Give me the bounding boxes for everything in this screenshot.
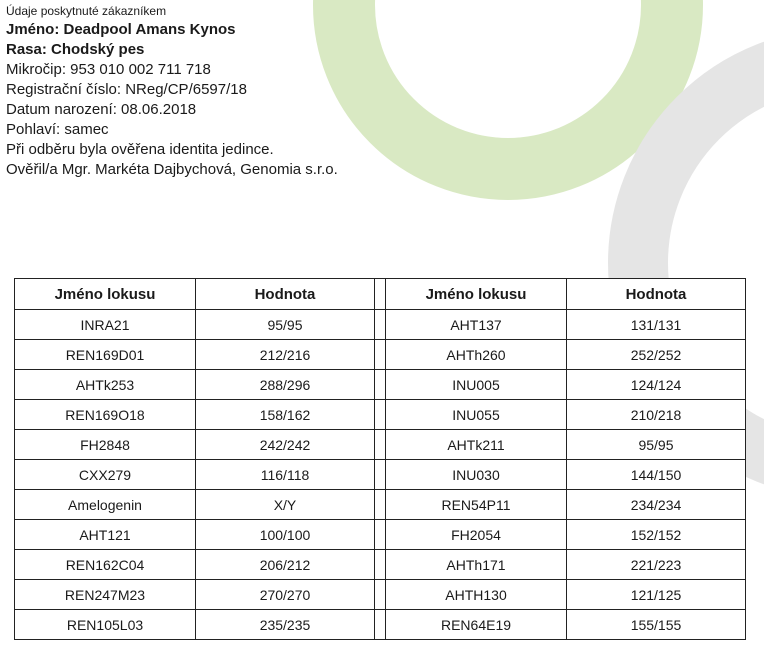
- table-row: [15, 490, 746, 520]
- column-separator: [375, 610, 386, 640]
- locus-name-right: AHTk211: [386, 430, 567, 460]
- locus-value-left: 212/216: [196, 340, 375, 370]
- sex: Pohlaví: samec: [6, 121, 109, 138]
- locus-name-left: INRA21: [15, 310, 196, 340]
- locus-value-right: 152/152: [567, 520, 746, 550]
- column-separator: [375, 400, 386, 430]
- locus-value-right: 252/252: [567, 340, 746, 370]
- column-separator: [375, 430, 386, 460]
- verified-by: Ověřil/a Mgr. Markéta Dajbychová, Genomia s.r.o.: [6, 161, 338, 178]
- locus-value-right: 210/218: [567, 400, 746, 430]
- header-value-left: Hodnota: [196, 279, 375, 310]
- column-separator: [375, 279, 386, 310]
- locus-value-right: 155/155: [567, 610, 746, 640]
- column-separator: [375, 550, 386, 580]
- locus-name-left: REN169D01: [15, 340, 196, 370]
- birth-date: Datum narození: 08.06.2018: [6, 101, 197, 118]
- header-locus-name-left: Jméno lokusu: [15, 279, 196, 310]
- table-row: [15, 430, 746, 460]
- locus-value-left: 95/95: [196, 310, 375, 340]
- table-row: [15, 460, 746, 490]
- locus-name-left: AHTk253: [15, 370, 196, 400]
- locus-name-left: FH2848: [15, 430, 196, 460]
- locus-value-left: 206/212: [196, 550, 375, 580]
- table-row: [15, 400, 746, 430]
- table-row: [15, 580, 746, 610]
- locus-value-right: 95/95: [567, 430, 746, 460]
- locus-value-left: 235/235: [196, 610, 375, 640]
- locus-name-right: FH2054: [386, 520, 567, 550]
- table-header-row: [15, 279, 746, 310]
- microchip: Mikročip: 953 010 002 711 718: [6, 61, 211, 78]
- column-separator: [375, 310, 386, 340]
- table-row: [15, 340, 746, 370]
- registration-number: Registrační číslo: NReg/CP/6597/18: [6, 81, 247, 98]
- locus-value-right: 234/234: [567, 490, 746, 520]
- locus-name-right: INU055: [386, 400, 567, 430]
- header-locus-name-right: Jméno lokusu: [386, 279, 567, 310]
- locus-value-left: 158/162: [196, 400, 375, 430]
- locus-name-right: AHT137: [386, 310, 567, 340]
- locus-name-right: REN54P11: [386, 490, 567, 520]
- locus-name-left: REN162C04: [15, 550, 196, 580]
- locus-value-right: 221/223: [567, 550, 746, 580]
- locus-value-left: 100/100: [196, 520, 375, 550]
- locus-name-left: CXX279: [15, 460, 196, 490]
- locus-name-right: AHTh260: [386, 340, 567, 370]
- locus-value-left: 116/118: [196, 460, 375, 490]
- loci-table: [14, 278, 746, 640]
- locus-value-left: X/Y: [196, 490, 375, 520]
- identity-verified-note: Při odběru byla ověřena identita jedince.: [6, 141, 274, 158]
- header-value-right: Hodnota: [567, 279, 746, 310]
- locus-name-left: REN169O18: [15, 400, 196, 430]
- column-separator: [375, 580, 386, 610]
- locus-value-right: 124/124: [567, 370, 746, 400]
- table-row: [15, 550, 746, 580]
- locus-name-right: AHTh171: [386, 550, 567, 580]
- column-separator: [375, 340, 386, 370]
- locus-name-right: INU005: [386, 370, 567, 400]
- locus-name-right: AHTH130: [386, 580, 567, 610]
- locus-value-right: 121/125: [567, 580, 746, 610]
- locus-value-left: 242/242: [196, 430, 375, 460]
- table-row: [15, 310, 746, 340]
- locus-name-left: AHT121: [15, 520, 196, 550]
- table-row: [15, 610, 746, 640]
- column-separator: [375, 460, 386, 490]
- locus-value-left: 288/296: [196, 370, 375, 400]
- locus-name-left: Amelogenin: [15, 490, 196, 520]
- dog-name: Jméno: Deadpool Amans Kynos: [6, 21, 236, 38]
- dog-breed: Rasa: Chodský pes: [6, 41, 145, 58]
- locus-value-right: 131/131: [567, 310, 746, 340]
- column-separator: [375, 520, 386, 550]
- dog-info-block: [6, 2, 338, 180]
- locus-name-right: INU030: [386, 460, 567, 490]
- column-separator: [375, 370, 386, 400]
- locus-name-left: REN105L03: [15, 610, 196, 640]
- locus-name-right: REN64E19: [386, 610, 567, 640]
- locus-value-right: 144/150: [567, 460, 746, 490]
- locus-value-left: 270/270: [196, 580, 375, 610]
- customer-note: Údaje poskytnuté zákazníkem: [6, 4, 167, 18]
- table-row: [15, 520, 746, 550]
- column-separator: [375, 490, 386, 520]
- table-row: [15, 370, 746, 400]
- locus-name-left: REN247M23: [15, 580, 196, 610]
